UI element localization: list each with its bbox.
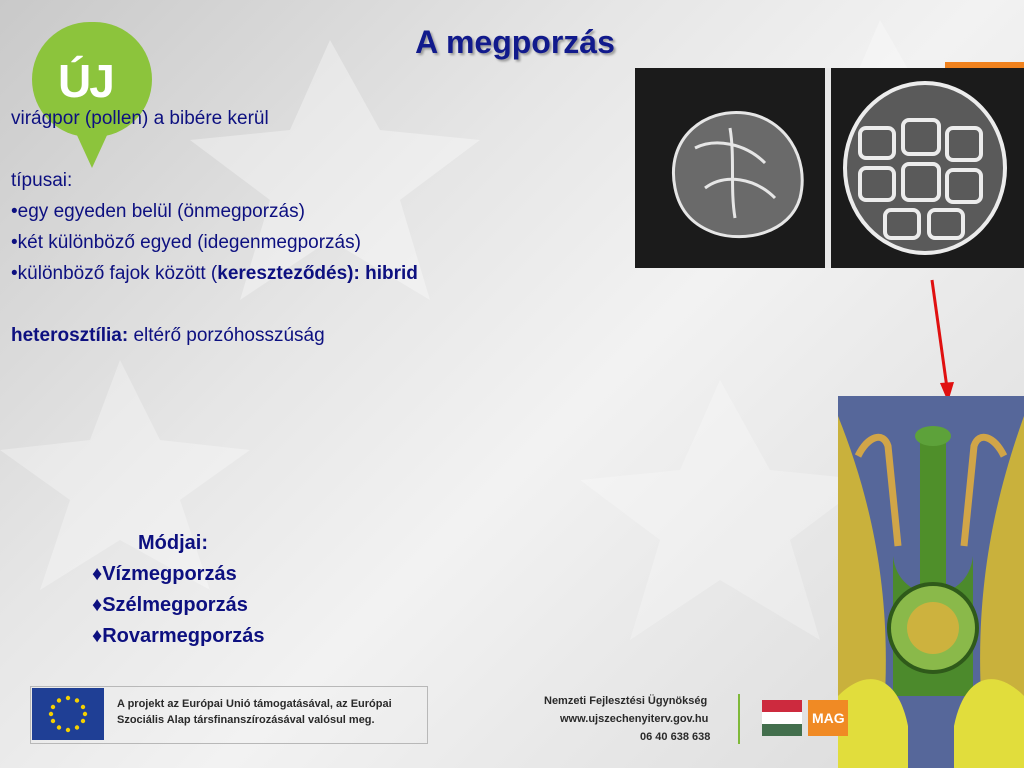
type-item: •két különböző egyed (idegenmegporzás)	[11, 232, 361, 253]
pollination-modes	[92, 528, 264, 652]
slide-title: A megporzás	[415, 24, 615, 60]
agency-name: Nemzeti Fejlesztési Ügynökség	[544, 695, 708, 707]
heterostyly-text: eltérő porzóhosszúság	[128, 325, 325, 346]
mag-logo: MAG	[808, 700, 848, 736]
eu-flag-icon	[32, 688, 104, 740]
eu-funding-text	[117, 696, 392, 728]
footer-banner	[0, 682, 845, 768]
slide-content	[11, 103, 611, 351]
hungarian-flag-icon	[762, 700, 802, 736]
definition-text: virágpor (pollen) a bibére kerül	[11, 108, 269, 129]
uj-logo-text: ÚJ	[58, 55, 113, 107]
types-label: típusai:	[11, 170, 73, 191]
eu-text-line2: Szociális Alap társfinanszírozásával valósul meg.	[117, 714, 375, 726]
flower-cross-section-image	[838, 396, 1024, 768]
type3-bold: kereszteződés): hibrid	[217, 263, 418, 284]
modes-title: Módjai:	[138, 532, 208, 554]
eu-text-line1: A projekt az Európai Unió támogatásával, az Európai	[117, 698, 392, 710]
mode-item: ♦Vízmegporzás	[92, 563, 237, 585]
heterostyly-line	[11, 320, 611, 351]
mode-item: ♦Rovarmegporzás	[92, 625, 265, 647]
pollen-micrograph-image	[635, 68, 1024, 268]
type-item: •egy egyeden belül (önmegporzás)	[11, 201, 305, 222]
agency-info	[544, 692, 710, 746]
pollen-grain-left	[673, 112, 802, 236]
heterostyly-label: heterosztília:	[11, 325, 129, 346]
type-item-hybrid	[11, 258, 611, 289]
mode-item: ♦Szélmegporzás	[92, 594, 248, 616]
type3-prefix: •különböző fajok között (	[11, 263, 218, 284]
red-arrow	[920, 278, 960, 403]
footer-divider	[738, 694, 740, 744]
agency-url: www.ujszechenyiterv.gov.hu	[560, 713, 709, 725]
pollen-grain-right	[845, 83, 1005, 253]
agency-phone: 06 40 638 638	[640, 731, 711, 743]
